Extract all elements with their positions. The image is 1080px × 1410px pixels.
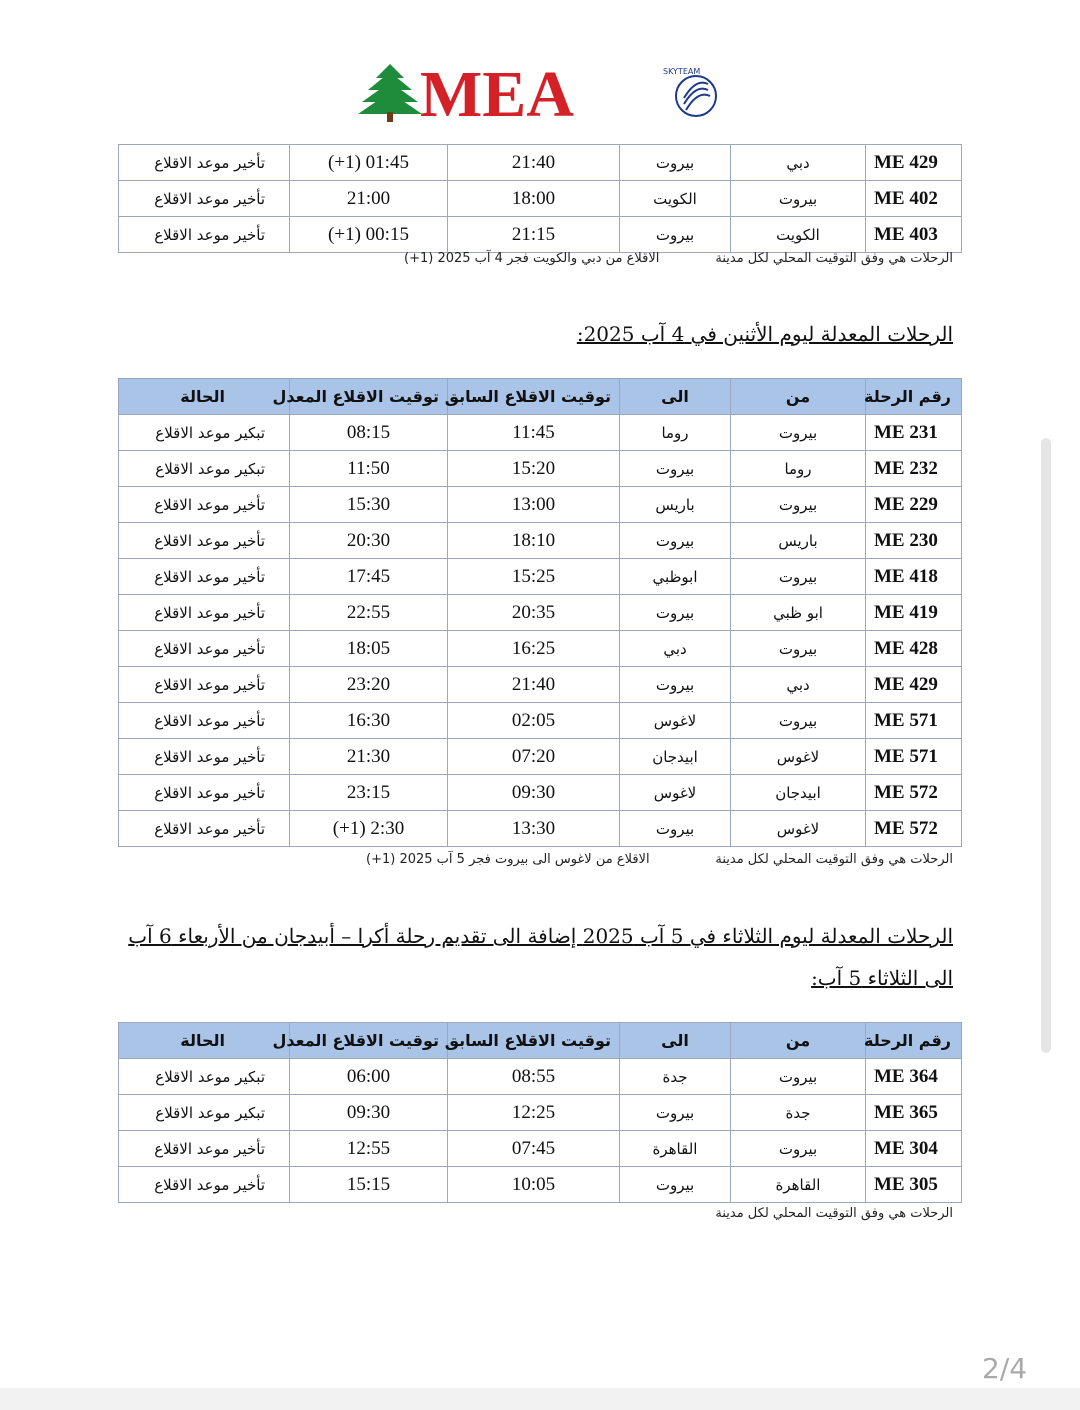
new-departure-cell: 08:15 <box>290 415 448 451</box>
status-cell: تأخير موعد الاقلاع <box>119 703 290 739</box>
mea-logo-graphic <box>358 58 728 131</box>
schedule-table-continued-body <box>119 145 962 253</box>
flight-number-cell: ME 572 <box>866 811 962 847</box>
header-previous-departure: توقيت الاقلاع السابق <box>448 1023 620 1059</box>
table-row <box>119 415 962 451</box>
heading-monday-aug-4: الرحلات المعدلة ليوم الأثنين في 4 آب 2025: <box>576 322 953 346</box>
new-departure-cell: 18:05 <box>290 631 448 667</box>
destination-cell: روما <box>620 415 731 451</box>
status-cell: تأخير موعد الاقلاع <box>119 667 290 703</box>
previous-departure-cell: 11:45 <box>448 415 620 451</box>
destination-cell: ابوظبي <box>620 559 731 595</box>
new-departure-cell: 21:30 <box>290 739 448 775</box>
destination-cell: بيروت <box>620 1167 731 1203</box>
previous-departure-cell: 21:40 <box>448 145 620 181</box>
table-header-row <box>119 379 962 415</box>
new-departure-cell: 20:30 <box>290 523 448 559</box>
new-departure-cell: (+1) 01:45 <box>290 145 448 181</box>
destination-cell: لاغوس <box>620 703 731 739</box>
status-cell: تبكير موعد الاقلاع <box>119 415 290 451</box>
destination-cell: بيروت <box>620 217 731 253</box>
status-cell: تأخير موعد الاقلاع <box>119 145 290 181</box>
note-local-time-1: الرحلات هي وفق التوقيت المحلي لكل مدينة <box>715 251 953 266</box>
new-departure-cell: 16:30 <box>290 703 448 739</box>
new-departure-cell: (+1) 00:15 <box>290 217 448 253</box>
table-row <box>119 667 962 703</box>
new-departure-cell: 23:20 <box>290 667 448 703</box>
origin-cell: القاهرة <box>731 1167 866 1203</box>
heading-tuesday-aug-5-line2: الى الثلاثاء 5 آب: <box>811 966 953 990</box>
status-cell: تأخير موعد الاقلاع <box>119 487 290 523</box>
previous-departure-cell: 07:45 <box>448 1131 620 1167</box>
flight-number-cell: ME 364 <box>866 1059 962 1095</box>
header-flight-number: رقم الرحلة <box>866 379 962 415</box>
flight-number-cell: ME 365 <box>866 1095 962 1131</box>
header-from: من <box>731 379 866 415</box>
destination-cell: بيروت <box>620 523 731 559</box>
heading-tuesday-aug-5-line1: الرحلات المعدلة ليوم الثلاثاء في 5 آب 2025 إضافة الى تقديم رحلة أكرا – أبيدجان من الأربعاء 6 آب <box>128 924 953 948</box>
table-row <box>119 559 962 595</box>
new-departure-cell: 09:30 <box>290 1095 448 1131</box>
destination-cell: لاغوس <box>620 775 731 811</box>
header-flight-number: رقم الرحلة <box>866 1023 962 1059</box>
status-cell: تبكير موعد الاقلاع <box>119 1059 290 1095</box>
status-cell: تبكير موعد الاقلاع <box>119 451 290 487</box>
new-departure-cell: 17:45 <box>290 559 448 595</box>
table-row <box>119 811 962 847</box>
header-from: من <box>731 1023 866 1059</box>
previous-departure-cell: 18:00 <box>448 181 620 217</box>
destination-cell: باريس <box>620 487 731 523</box>
status-cell: تأخير موعد الاقلاع <box>119 811 290 847</box>
schedule-table-tuesday <box>118 1022 962 1203</box>
flight-number-cell: ME 572 <box>866 775 962 811</box>
table-row <box>119 451 962 487</box>
header-previous-departure: توقيت الاقلاع السابق <box>448 379 620 415</box>
destination-cell: الكويت <box>620 181 731 217</box>
note-plus-one-2: (+1) الاقلاع من لاغوس الى بيروت فجر 5 آب 2025 <box>366 852 650 867</box>
origin-cell: بيروت <box>731 1059 866 1095</box>
table-header-row <box>119 1023 962 1059</box>
schedule-table-monday-header <box>119 379 962 415</box>
status-cell: تأخير موعد الاقلاع <box>119 559 290 595</box>
new-departure-cell: 06:00 <box>290 1059 448 1095</box>
status-cell: تأخير موعد الاقلاع <box>119 523 290 559</box>
origin-cell: الكويت <box>731 217 866 253</box>
new-departure-cell: 23:15 <box>290 775 448 811</box>
destination-cell: دبي <box>620 631 731 667</box>
previous-departure-cell: 15:25 <box>448 559 620 595</box>
schedule-table-tuesday-body <box>119 1059 962 1203</box>
status-cell: تأخير موعد الاقلاع <box>119 739 290 775</box>
destination-cell: بيروت <box>620 1095 731 1131</box>
flight-number-cell: ME 402 <box>866 181 962 217</box>
header-status: الحالة <box>119 1023 290 1059</box>
table-row <box>119 775 962 811</box>
previous-departure-cell: 10:05 <box>448 1167 620 1203</box>
destination-cell: القاهرة <box>620 1131 731 1167</box>
skyteam-text: SKYTEAM <box>663 67 701 76</box>
destination-cell: بيروت <box>620 145 731 181</box>
destination-cell: بيروت <box>620 451 731 487</box>
previous-departure-cell: 02:05 <box>448 703 620 739</box>
header-status: الحالة <box>119 379 290 415</box>
flight-number-cell: ME 419 <box>866 595 962 631</box>
table-row <box>119 595 962 631</box>
previous-departure-cell: 20:35 <box>448 595 620 631</box>
bottom-bar <box>0 1388 1080 1410</box>
origin-cell: بيروت <box>731 415 866 451</box>
destination-cell: بيروت <box>620 595 731 631</box>
previous-departure-cell: 13:00 <box>448 487 620 523</box>
header-to: الى <box>620 1023 731 1059</box>
origin-cell: باريس <box>731 523 866 559</box>
header-new-departure: توقيت الاقلاع المعدل <box>290 1023 448 1059</box>
new-departure-cell: 12:55 <box>290 1131 448 1167</box>
origin-cell: بيروت <box>731 181 866 217</box>
table-row <box>119 1095 962 1131</box>
new-departure-cell: 22:55 <box>290 595 448 631</box>
page-indicator: 2/4 <box>982 1352 1028 1385</box>
note-plus-one-1: (+1) الاقلاع من دبي والكويت فجر 4 آب 2025 <box>404 251 660 266</box>
table-row <box>119 487 962 523</box>
flight-number-cell: ME 232 <box>866 451 962 487</box>
table-row <box>119 181 962 217</box>
origin-cell: ابو ظبي <box>731 595 866 631</box>
schedule-table-monday <box>118 378 962 847</box>
flight-number-cell: ME 305 <box>866 1167 962 1203</box>
origin-cell: روما <box>731 451 866 487</box>
table-row <box>119 1131 962 1167</box>
origin-cell: لاغوس <box>731 739 866 775</box>
table-row <box>119 1167 962 1203</box>
status-cell: تأخير موعد الاقلاع <box>119 595 290 631</box>
destination-cell: بيروت <box>620 811 731 847</box>
previous-departure-cell: 15:20 <box>448 451 620 487</box>
skyteam-icon <box>676 76 716 116</box>
previous-departure-cell: 13:30 <box>448 811 620 847</box>
status-cell: تأخير موعد الاقلاع <box>119 1131 290 1167</box>
table-row <box>119 631 962 667</box>
cedar-icon <box>358 64 422 122</box>
vertical-scrollbar[interactable] <box>1041 438 1051 1053</box>
status-cell: تأخير موعد الاقلاع <box>119 631 290 667</box>
destination-cell: بيروت <box>620 667 731 703</box>
status-cell: تأخير موعد الاقلاع <box>119 775 290 811</box>
note-local-time-3: الرحلات هي وفق التوقيت المحلي لكل مدينة <box>715 1206 953 1221</box>
schedule-table-monday-body <box>119 415 962 847</box>
origin-cell: دبي <box>731 145 866 181</box>
previous-departure-cell: 18:10 <box>448 523 620 559</box>
flight-number-cell: ME 429 <box>866 667 962 703</box>
previous-departure-cell: 21:15 <box>448 217 620 253</box>
origin-cell: لاغوس <box>731 811 866 847</box>
flight-number-cell: ME 428 <box>866 631 962 667</box>
origin-cell: بيروت <box>731 631 866 667</box>
previous-departure-cell: 16:25 <box>448 631 620 667</box>
header-new-departure: توقيت الاقلاع المعدل <box>290 379 448 415</box>
flight-number-cell: ME 230 <box>866 523 962 559</box>
new-departure-cell: 11:50 <box>290 451 448 487</box>
destination-cell: ابيدجان <box>620 739 731 775</box>
table-row <box>119 523 962 559</box>
table-row <box>119 739 962 775</box>
new-departure-cell: (+1) 2:30 <box>290 811 448 847</box>
status-cell: تأخير موعد الاقلاع <box>119 1167 290 1203</box>
origin-cell: بيروت <box>731 487 866 523</box>
mea-logo <box>358 58 728 131</box>
table-row <box>119 703 962 739</box>
flight-number-cell: ME 304 <box>866 1131 962 1167</box>
new-departure-cell: 15:15 <box>290 1167 448 1203</box>
previous-departure-cell: 08:55 <box>448 1059 620 1095</box>
header-to: الى <box>620 379 731 415</box>
table-row <box>119 217 962 253</box>
mea-logo-text: MEA <box>420 58 574 131</box>
flight-number-cell: ME 418 <box>866 559 962 595</box>
previous-departure-cell: 07:20 <box>448 739 620 775</box>
status-cell: تأخير موعد الاقلاع <box>119 181 290 217</box>
previous-departure-cell: 21:40 <box>448 667 620 703</box>
origin-cell: جدة <box>731 1095 866 1131</box>
destination-cell: جدة <box>620 1059 731 1095</box>
schedule-table-tuesday-header <box>119 1023 962 1059</box>
origin-cell: بيروت <box>731 703 866 739</box>
flight-number-cell: ME 231 <box>866 415 962 451</box>
status-cell: تبكير موعد الاقلاع <box>119 1095 290 1131</box>
note-local-time-2: الرحلات هي وفق التوقيت المحلي لكل مدينة <box>715 852 953 867</box>
flight-number-cell: ME 571 <box>866 739 962 775</box>
new-departure-cell: 15:30 <box>290 487 448 523</box>
previous-departure-cell: 12:25 <box>448 1095 620 1131</box>
table-row <box>119 145 962 181</box>
origin-cell: ابيدجان <box>731 775 866 811</box>
origin-cell: بيروت <box>731 1131 866 1167</box>
flight-number-cell: ME 403 <box>866 217 962 253</box>
origin-cell: دبي <box>731 667 866 703</box>
status-cell: تأخير موعد الاقلاع <box>119 217 290 253</box>
table-row <box>119 1059 962 1095</box>
flight-number-cell: ME 571 <box>866 703 962 739</box>
flight-number-cell: ME 229 <box>866 487 962 523</box>
origin-cell: بيروت <box>731 559 866 595</box>
flight-number-cell: ME 429 <box>866 145 962 181</box>
schedule-table-continued <box>118 144 962 253</box>
previous-departure-cell: 09:30 <box>448 775 620 811</box>
new-departure-cell: 21:00 <box>290 181 448 217</box>
